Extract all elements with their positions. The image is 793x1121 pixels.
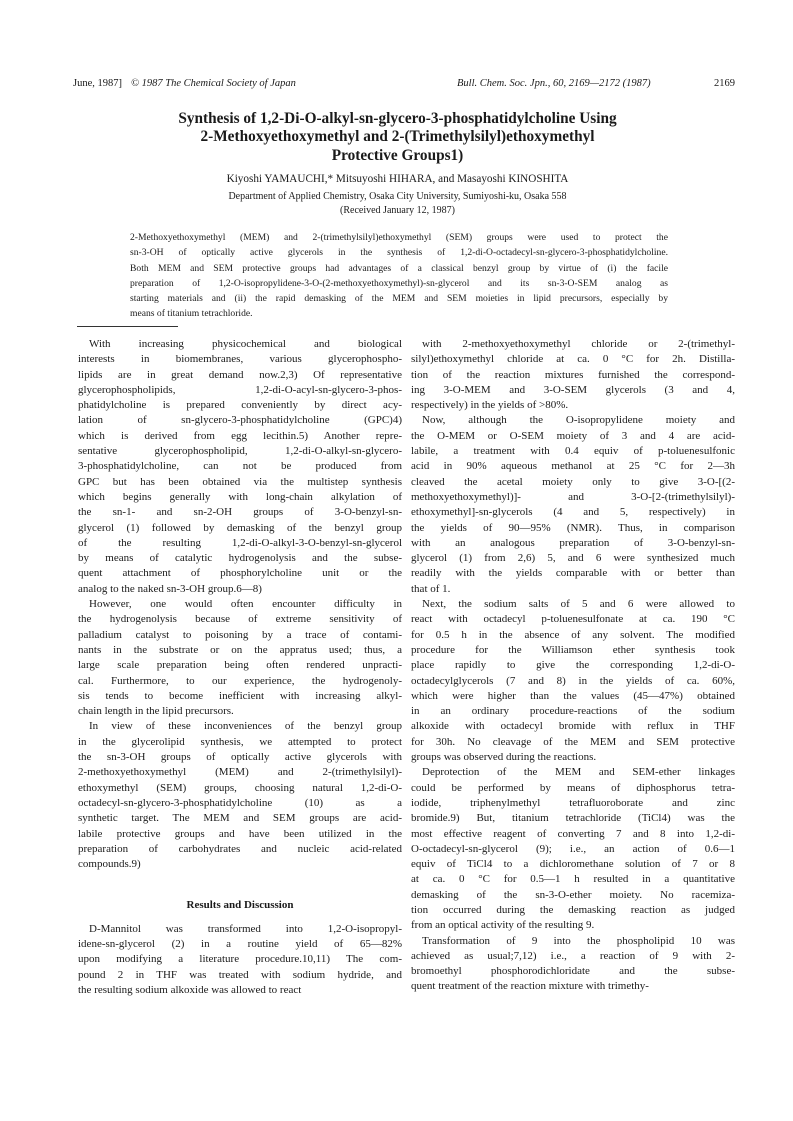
text-line: achieved as usual;7,12) i.e., a reaction of 9 with 2- — [411, 949, 735, 962]
text-line: 3-phosphatidylcholine, can not be produced from — [78, 460, 402, 473]
issue-date: June, 1987] — [73, 78, 122, 89]
abstract-line: sn-3-OH of optically active glycerols in the synthesis of 1,2-di-O-octadecyl-sn-glycero-3-phosphatidylcholine. — [130, 247, 668, 259]
text-line: by means of catalytic hydrogenolysis and the subse- — [78, 552, 402, 565]
text-line: bromoethyl phosphorodichloridate and the subse- — [411, 965, 735, 978]
text-line: the yields of 90—95% (NMR). Thus, in comparison — [411, 521, 735, 534]
paragraph — [411, 765, 735, 933]
text-line: lipids are in great demand now.2,3) Of representative — [78, 368, 402, 381]
text-line: most effective reagent of converting 7 and 8 into 1,2-di- — [411, 827, 735, 840]
text-line: Next, the sodium salts of 5 and 6 were allowed to — [422, 598, 735, 611]
abstract-line: 2-Methoxyethoxymethyl (MEM) and 2-(trimethylsilyl)ethoxymethyl (SEM) groups were used to protect the — [130, 232, 668, 243]
abstract-divider — [77, 326, 178, 327]
text-line: sis tends to become inefficient with increasing alkyl- — [78, 689, 402, 702]
title-line: 2-Methoxyethoxymethyl and 2-(Trimethylsilyl)ethoxymethyl — [200, 128, 595, 146]
running-header — [73, 78, 735, 94]
text-line: phatidylcholine is prepared conveniently by direct acy- — [78, 399, 402, 412]
paragraph — [78, 597, 402, 719]
text-line: synthetic target. The MEM and SEM groups are acid- — [78, 812, 402, 825]
text-line: large scale preparation being often rendered unpracti- — [78, 659, 402, 672]
text-line: the sn-1- and sn-2-OH groups of 3-O-benzyl-sn- — [78, 506, 402, 519]
text-line: tion occurred during the demasking reaction as judged — [411, 903, 735, 916]
text-line: octadecylglycerols (7 and 8) in the yields of ca. 60%, — [411, 674, 735, 687]
text-line: the O-MEM or O-SEM moiety of 3 and 4 are acid- — [411, 429, 735, 442]
text-line: that of 1. — [411, 582, 451, 595]
text-line: 2-methoxyethoxymethyl (MEM) and 2-(trimethylsilyl)- — [78, 766, 402, 779]
text-line: sentative glycerophospholipid, 1,2-di-O-alkyl-sn-glycero- — [78, 445, 402, 458]
text-line: for 0.5 h in the absence of any solvent. The modified — [411, 628, 735, 641]
text-line: ing 3-O-MEM and 3-O-SEM glycerols (3 and 4, — [411, 383, 735, 396]
text-line: ethoxymethyl (SEM) groups, choosing natural 1,2-di-O- — [78, 781, 402, 794]
abstract-line: starting materials and (ii) the rapid demasking of the MEM and SEM moieties in lipid precursors, especially by — [130, 293, 668, 305]
left-column — [78, 337, 402, 998]
paragraph — [411, 934, 735, 995]
text-line: quent attachment of phosphorylcholine unit or the — [78, 567, 402, 580]
text-line: the hydrogenolysis because of extreme sensitivity of — [78, 613, 402, 626]
text-line: O-octadecyl-sn-glycerol (9); i.e., an action of 0.6—1 — [411, 842, 735, 855]
title-line: Protective Groups1) — [331, 146, 464, 164]
text-line: cleaved the acetal moiety only to give 3-O-[(2- — [411, 475, 735, 488]
text-line: which is derived from egg lecithin.5) Another repre- — [78, 429, 402, 442]
text-line: readily with the yields comparable with or better than — [411, 567, 735, 580]
title-line: Synthesis of 1,2-Di-O-alkyl-sn-glycero-3-phosphatidylcholine Using — [178, 110, 617, 127]
received-date: (Received January 12, 1987) — [340, 205, 455, 216]
text-line: interests in biomembranes, various glycerophospho- — [78, 353, 402, 366]
article-title — [120, 110, 675, 165]
text-line: could be performed by means of diphosphorus tetra- — [411, 781, 735, 794]
text-line: lation of sn-glycero-3-phosphatidylcholine (GPC)4) — [78, 414, 402, 427]
text-line: glycerol (1) followed by demasking of the benzyl group — [78, 521, 402, 534]
text-line: palladium catalyst to poisoning by a trace of contami- — [78, 628, 402, 641]
text-line: which were higher than the values (45—47%) obtained — [411, 689, 735, 702]
paragraph — [78, 719, 402, 872]
text-line: procedure for the Williamson ether synthesis took — [411, 643, 735, 656]
text-line: acid in 90% aqueous methanol at 25 °C for 2—3h — [411, 460, 735, 473]
text-line: analog to the naked sn-3-OH group.6—8) — [78, 582, 262, 595]
text-line: cal. Furthermore, to our experience, the hydrogenoly- — [78, 674, 402, 687]
right-column — [411, 337, 735, 995]
text-line: idene-sn-glycerol (2) in a routine yield of 65—82% — [78, 937, 402, 950]
text-line: bromide.9) But, titanium tetrachloride (TiCl4) was the — [411, 812, 735, 825]
paragraph — [411, 597, 735, 765]
text-line: the sn-3-OH groups of optically active glycerols with — [78, 751, 402, 764]
copyright-notice: © 1987 The Chemical Society of Japan — [131, 78, 296, 89]
text-line: in an ordinary procedure-reactions of the sodium — [411, 705, 735, 718]
abstract-line: Both MEM and SEM protective groups had advantages of a classical benzyl group by virtue of (i) the facile — [130, 262, 668, 274]
text-line: which begins generally with long-chain alkylation of — [78, 490, 402, 503]
paragraph — [78, 337, 402, 597]
text-line: iodide, triphenylmethyl tetrafluoroborate and zinc — [411, 796, 735, 809]
text-line: react with octadecyl p-toluenesulfonate at ca. 190 °C — [411, 613, 735, 626]
text-line: octadecyl-sn-glycero-3-phosphatidylcholine (10) as a — [78, 796, 402, 809]
text-line: In view of these inconveniences of the benzyl group — [89, 720, 402, 733]
paragraph — [411, 337, 735, 413]
section-heading: Results and Discussion — [186, 899, 294, 912]
abstract-line: preparation of 1,2-O-isopropylidene-3-O-(2-methoxyethoxymethyl)-sn-glycerol and its sn-3-O-SEM analog as — [130, 277, 668, 289]
text-line: tion of the reaction mixtures furnished the correspond- — [411, 368, 735, 381]
text-line: chain length in the lipid precursors. — [78, 705, 234, 718]
author-list: Kiyoshi YAMAUCHI,* Mitsuyoshi HIHARA, and Masayoshi KINOSHITA — [226, 173, 569, 185]
text-line: quent treatment of the reaction mixture with trimethy- — [411, 980, 649, 993]
text-line: methoxyethoxymethyl)]- and 3-O-[2-(trimethylsilyl)- — [411, 490, 735, 503]
paragraph — [78, 922, 402, 998]
text-line: upon modifying a literature procedure.10,11) The com- — [78, 953, 402, 966]
text-line: with an analogous preparation of 3-O-benzyl-sn- — [411, 536, 735, 549]
text-line: demasking of the sn-3-O-ether moiety. No racemiza- — [411, 888, 735, 901]
text-line: silyl)ethoxymethyl chloride at ca. 0 °C for 2h. Distilla- — [411, 353, 735, 366]
text-line: groups was observed during the reactions. — [411, 751, 597, 764]
text-line: glycerol (1) from 2,6) 5, and 6 were synthesized much — [411, 552, 735, 565]
text-line: D-Mannitol was transformed into 1,2-O-isopropyl- — [89, 922, 402, 935]
text-line: Transformation of 9 into the phospholipid 10 was — [422, 934, 735, 947]
text-line: equiv of TiCl4 to a dichloromethane solution of 7 or 8 — [411, 858, 735, 871]
text-line: from an optical activity of the resulting 9. — [411, 919, 595, 932]
abstract — [130, 232, 668, 324]
text-line: Now, although the O-isopropylidene moiety and — [422, 414, 735, 427]
page-number: 2169 — [714, 78, 735, 89]
journal-citation: Bull. Chem. Soc. Jpn., 60, 2169—2172 (1987) — [457, 78, 651, 89]
abstract-line: means of titanium tetrachloride. — [130, 308, 253, 320]
text-line: However, one would often encounter difficulty in — [89, 598, 402, 611]
affiliation: Department of Applied Chemistry, Osaka City University, Sumiyoshi-ku, Osaka 558 — [228, 191, 567, 202]
paragraph — [411, 413, 735, 597]
text-line: for 30h. No cleavage of the MEM and SEM protective — [411, 735, 735, 748]
text-line: respectively) in the yields of >80%. — [411, 399, 569, 412]
text-line: alkoxide with octadecyl bromide with reflux in THF — [411, 720, 735, 733]
text-line: of the resulting 1,2-di-O-alkyl-3-O-benzyl-sn-glycerol — [78, 536, 402, 549]
text-line: With increasing physicochemical and biological — [89, 338, 402, 350]
text-line: at ca. 0 °C for 0.5—1 h resulted in a quantitative — [411, 873, 735, 886]
text-line: ethoxymethyl]-sn-glycerols (4 and 5, respectively) in — [411, 506, 735, 519]
text-line: preparation of carbohydrates and nucleic acid-related — [78, 842, 402, 855]
text-line: labile, a treatment with 0.4 equiv of p-toluenesulfonic — [411, 445, 735, 458]
text-line: labile protective groups and have been utilized in the — [78, 827, 402, 840]
text-line: nants in the substrate or on the appratus used; thus, a — [78, 643, 402, 656]
text-line: compounds.9) — [78, 858, 141, 871]
text-line: Deprotection of the MEM and SEM-ether linkages — [422, 766, 735, 779]
text-line: GPC but has been obtained via the multistep synthesis — [78, 475, 402, 488]
text-line: with 2-methoxyethoxymethyl chloride or 2-(trimethyl- — [422, 338, 735, 350]
text-line: in the glycerolipid synthesis, we attempted to protect — [78, 735, 402, 748]
text-line: glycerophospholipids, 1,2-di-O-acyl-sn-glycero-3-phos- — [78, 383, 402, 396]
text-line: place rapidly to give the corresponding 1,2-di-O- — [411, 659, 735, 672]
text-line: pound 2 in THF was treated with sodium hydride, and — [78, 968, 402, 981]
text-line: the resulting sodium alkoxide was allowed to react — [78, 983, 302, 996]
